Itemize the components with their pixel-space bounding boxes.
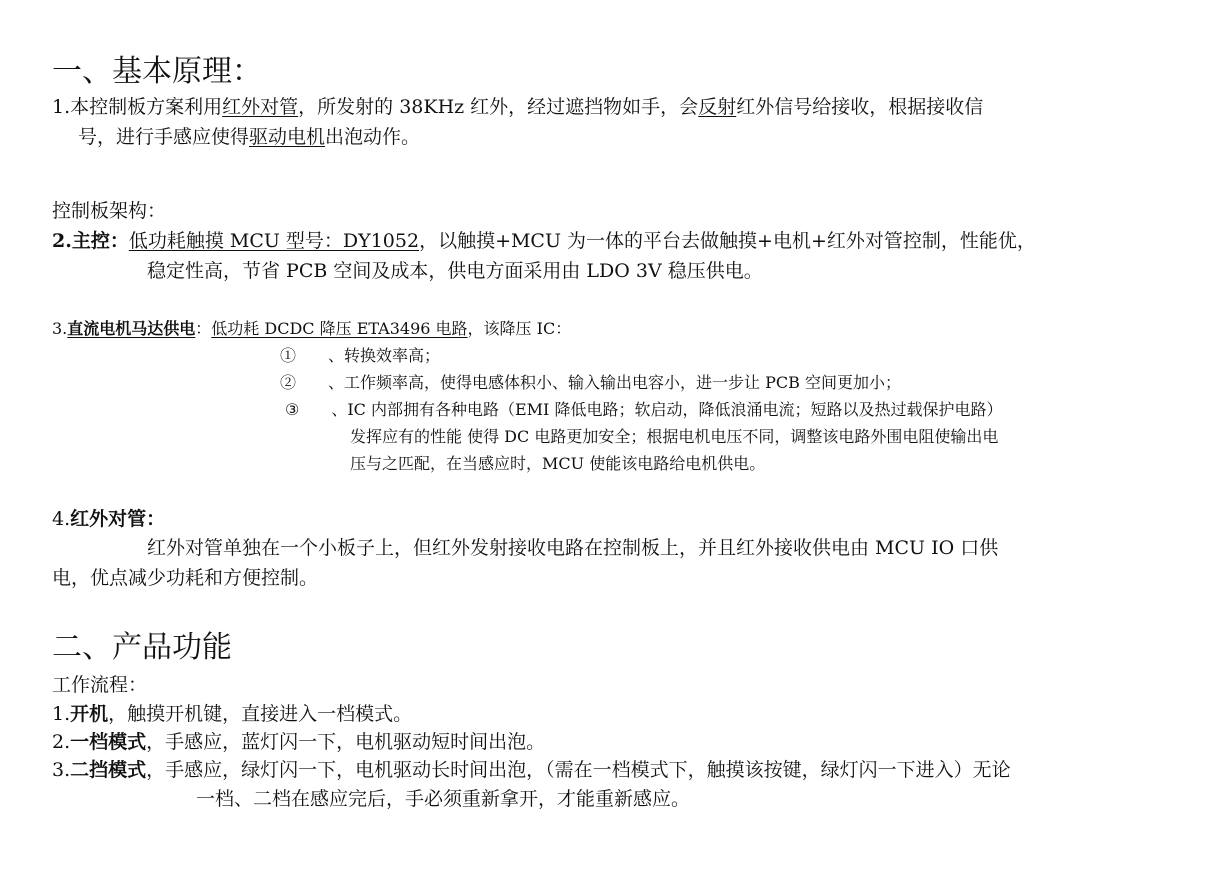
dcdc-circuit: 低功耗 DCDC 降压 ETA3496 电路 [211, 319, 468, 338]
drive-motor-term: 驱动电机 [249, 126, 326, 148]
workflow-step-3-line2: 一档、二档在感应完后，手必须重新拿开，才能重新感应。 [196, 788, 691, 810]
step-text: ，触摸开机键，直接进入一档模式。 [108, 703, 413, 725]
workflow-title: 工作流程： [52, 674, 148, 696]
section-heading-principle: 一、基本原理： [52, 54, 262, 89]
infrared-line1: 红外对管单独在一个小板子上，但红外发射接收电路在控制板上，并且红外接收供电由 MCU IO 口供 [147, 537, 999, 559]
dc-motor-power-line [52, 319, 571, 338]
principle-lead: 1.本控制板方案利用 [52, 96, 223, 118]
main-control-line2: 稳定性高，节省 PCB 空间及成本，供电方面采用由 LDO 3V 稳压供电。 [147, 260, 763, 282]
principle-line2-pre: 号，进行手感应使得 [78, 126, 250, 148]
step-title: 二挡模式 [70, 759, 147, 781]
main-control-rest: ，以触摸+MCU 为一体的平台去做触摸+电机+红外对管控制，性能优， [419, 230, 1036, 252]
dcdc-bullet-2: ② 、工作频率高，使得电感体积小、输入输出电容小，进一步让 PCB 空间更加小； [280, 373, 901, 392]
dc-motor-title: 直流电机马达供电 [67, 319, 196, 338]
dc-motor-colon: ： [195, 319, 212, 338]
infrared-title: 红外对管： [70, 508, 166, 530]
step-title: 开机 [70, 703, 109, 725]
dcdc-bullet-3-line3: 压与之匹配，在当感应时，MCU 使能该电路给电机供电。 [350, 454, 766, 473]
architecture-title: 控制板架构： [52, 200, 167, 222]
principle-mid: ，所发射的 38KHz 红外，经过遮挡物如手，会 [298, 96, 699, 118]
section-heading-functions: 二、产品功能 [52, 630, 232, 665]
dc-motor-num: 3. [52, 319, 68, 338]
principle-line2-post: 出泡动作。 [325, 126, 421, 148]
reflect-term: 反射 [698, 96, 737, 118]
dcdc-bullet-1: ① 、转换效率高； [280, 346, 441, 365]
infrared-pair-heading [52, 508, 165, 531]
dc-motor-rest: ，该降压 IC： [467, 319, 572, 338]
principle-paragraph-line2 [78, 126, 420, 149]
step-num: 3. [52, 759, 71, 781]
main-control-line1 [52, 230, 1036, 253]
mcu-model: 低功耗触摸 MCU 型号：DY1052 [128, 230, 420, 252]
step-text: ，手感应，绿灯闪一下，电机驱动长时间出泡，（需在一档模式下，触摸该按键，绿灯闪一下进入）无论 [146, 759, 1011, 781]
step-num: 2. [52, 731, 71, 753]
dcdc-bullet-3-line2: 发挥应有的性能 使得 DC 电路更加安全；根据电机电压不同，调整该电路外围电阻使输出电 [350, 427, 999, 446]
workflow-step-3 [52, 759, 1011, 782]
dcdc-bullet-3: ③ 、IC 内部拥有各种电路（EMI 降低电路；软启动，降低浪涌电流；短路以及热过载保护电路） [285, 400, 1003, 419]
main-control-label: 2.主控： [52, 230, 129, 252]
workflow-step-1 [52, 703, 412, 726]
infrared-line2: 电，优点减少功耗和方便控制。 [52, 567, 319, 589]
infrared-pair-term: 红外对管 [222, 96, 299, 118]
principle-paragraph-line1 [52, 96, 983, 119]
infrared-num: 4. [52, 508, 71, 530]
step-num: 1. [52, 703, 71, 725]
step-text: ，手感应，蓝灯闪一下，电机驱动短时间出泡。 [146, 731, 546, 753]
workflow-step-2 [52, 731, 545, 754]
step-title: 一档模式 [70, 731, 147, 753]
principle-tail: 红外信号给接收，根据接收信 [736, 96, 984, 118]
